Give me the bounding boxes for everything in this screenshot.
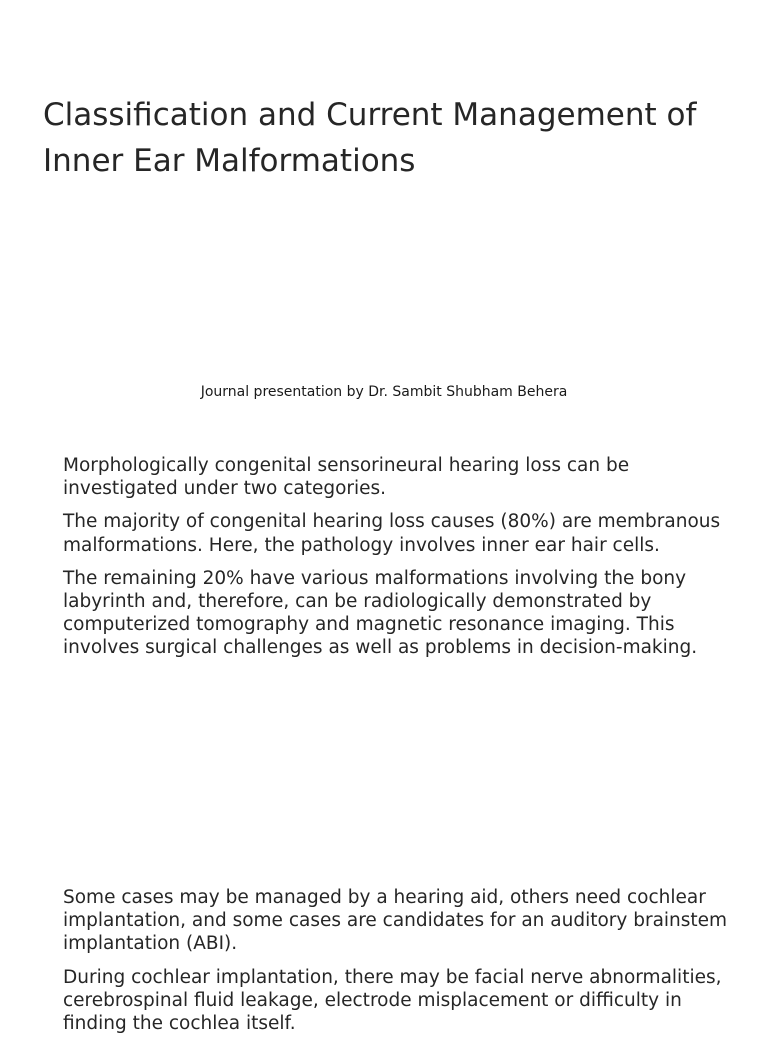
body-paragraph: The remaining 20% have various malformations involving the bony labyrinth and, therefore, can be radiologically demonstrated by computerized tomography and magnetic resonance imaging. This involves surgical challenges as well as problems in decision-making. — [63, 567, 698, 659]
body-section-2 — [63, 886, 733, 1045]
body-paragraph: During cochlear implantation, there may be facial nerve abnormalities, cerebrospinal fluid leakage, electrode misplacement or difficulty in finding the cochlea itself. — [63, 966, 722, 1035]
body-paragraph: Some cases may be managed by a hearing aid, others need cochlear implantation, and some cases are candidates for an auditory brainstem implantation (ABI). — [63, 887, 728, 955]
title-line-2: Inner Ear Malformations — [43, 143, 416, 179]
presenter-credit: Journal presentation by Dr. Sambit Shubham Behera — [200, 384, 568, 400]
body-paragraph: The majority of congenital hearing loss causes (80%) are membranous malformations. Here, the pathology involves inner ear hair cells. — [63, 511, 721, 556]
body-section-1 — [63, 454, 733, 670]
body-paragraph: Morphologically congenital sensorineural hearing loss can be investigated under two categories. — [63, 455, 630, 500]
title-line-1: Classification and Current Management of — [43, 97, 697, 133]
page-title — [43, 96, 743, 180]
